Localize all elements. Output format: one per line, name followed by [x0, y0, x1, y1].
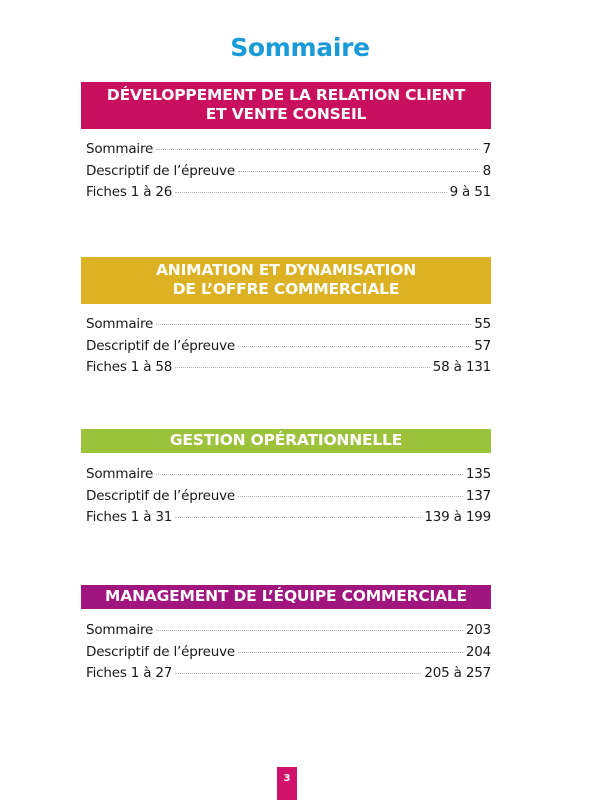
toc-entry[interactable] [86, 663, 491, 685]
section-heading-line: DE L’OFFRE COMMERCIALE [172, 280, 400, 298]
dot-leader [156, 324, 471, 325]
section-relation-client [81, 82, 491, 204]
section-heading-line: DÉVELOPPEMENT DE LA RELATION CLIENT [106, 86, 466, 104]
toc-entry-page: 58 à 131 [432, 359, 491, 375]
toc-entry[interactable] [86, 357, 491, 379]
section-animation [81, 257, 491, 379]
toc-entry-label: Fiches 1 à 31 [86, 509, 173, 525]
dot-leader [156, 149, 479, 150]
section-heading-line: GESTION OPÉRATIONNELLE [169, 431, 403, 449]
toc-entry-page: 137 [465, 487, 491, 504]
toc-entry-label: Sommaire [86, 141, 154, 157]
toc-entry-page: 57 [474, 337, 491, 354]
toc-entry-label: Fiches 1 à 27 [86, 665, 173, 681]
toc-entry[interactable] [86, 507, 491, 529]
toc-entry[interactable] [86, 464, 491, 486]
dot-leader [238, 652, 463, 653]
toc-entry-label: Sommaire [86, 466, 154, 482]
toc-entry[interactable] [86, 182, 491, 204]
section-heading [81, 257, 491, 304]
toc-entry-label: Sommaire [86, 622, 154, 638]
section-heading-line: ANIMATION ET DYNAMISATION [156, 261, 416, 279]
toc-entry[interactable] [86, 161, 491, 183]
toc-entry-page: 139 à 199 [424, 509, 491, 525]
dot-leader [175, 673, 421, 674]
section-gestion [81, 429, 491, 529]
dot-leader [175, 517, 421, 518]
dot-leader [156, 630, 463, 631]
toc-entry-label: Descriptif de l’épreuve [86, 162, 236, 179]
dot-leader [238, 346, 471, 347]
toc-entry-page: 203 [465, 622, 491, 638]
toc-entry-label: Fiches 1 à 26 [86, 184, 173, 200]
toc-entry-label: Descriptif de l’épreuve [86, 643, 236, 660]
toc-entry[interactable] [86, 336, 491, 358]
toc-entry[interactable] [86, 139, 491, 161]
section-heading [81, 429, 491, 453]
toc-entry[interactable] [86, 486, 491, 508]
toc-entry-page: 8 [482, 162, 491, 179]
toc-entry-page: 7 [482, 141, 491, 157]
toc-entry-page: 135 [465, 466, 491, 482]
toc-entry-page: 205 à 257 [424, 665, 491, 681]
toc-entry-label: Descriptif de l’épreuve [86, 487, 236, 504]
dot-leader [175, 367, 430, 368]
dot-leader [175, 192, 446, 193]
toc-entry-page: 204 [465, 643, 491, 660]
dot-leader [238, 496, 463, 497]
toc-entry-label: Sommaire [86, 316, 154, 332]
section-heading [81, 585, 491, 609]
page-number-badge: 3 [277, 767, 297, 800]
toc-entry-page: 9 à 51 [449, 184, 491, 200]
section-management [81, 585, 491, 685]
toc-entry[interactable] [86, 314, 491, 336]
page-title: Sommaire [230, 33, 370, 62]
toc-entry-page: 55 [474, 316, 491, 332]
toc-entry-label: Fiches 1 à 58 [86, 359, 173, 375]
dot-leader [238, 171, 480, 172]
section-heading-line: MANAGEMENT DE L’ÉQUIPE COMMERCIALE [105, 587, 467, 605]
dot-leader [156, 474, 463, 475]
section-heading [81, 82, 491, 129]
toc-entry-label: Descriptif de l’épreuve [86, 337, 236, 354]
toc-entry[interactable] [86, 620, 491, 642]
section-heading-line: ET VENTE CONSEIL [205, 105, 367, 123]
toc-entry[interactable] [86, 642, 491, 664]
